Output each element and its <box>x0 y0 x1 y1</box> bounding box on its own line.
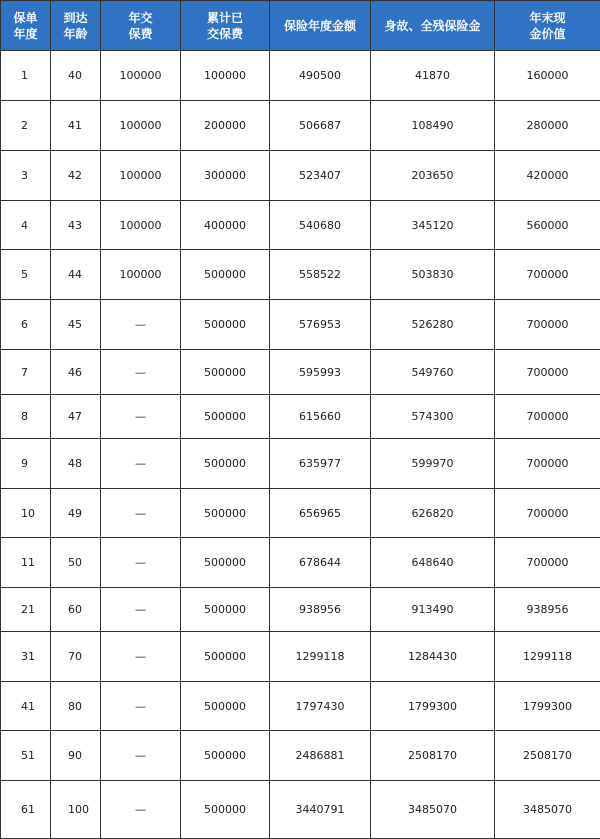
table-row <box>1 151 600 201</box>
cell-sum-insured: 656965 <box>270 489 371 538</box>
cell-annual-premium: 100000 <box>101 51 181 101</box>
header-line: 保费 <box>101 26 180 42</box>
cell-death-benefit: 648640 <box>371 538 495 588</box>
table-row <box>1 51 600 101</box>
cell-cumulative-premium: 200000 <box>181 101 270 151</box>
cell-death-benefit: 913490 <box>371 588 495 632</box>
table-row <box>1 588 600 632</box>
cell-age: 41 <box>51 101 101 151</box>
table-row <box>1 300 600 350</box>
cell-policy-year: 2 <box>1 101 51 151</box>
table-row <box>1 250 600 300</box>
header-line: 年龄 <box>51 26 100 42</box>
cell-annual-premium: — <box>101 588 181 632</box>
cell-death-benefit: 526280 <box>371 300 495 350</box>
cell-sum-insured: 490500 <box>270 51 371 101</box>
cell-policy-year: 4 <box>1 201 51 250</box>
cell-cash-value: 2508170 <box>495 731 600 781</box>
cell-death-benefit: 1284430 <box>371 632 495 682</box>
cell-age: 60 <box>51 588 101 632</box>
cell-age: 100 <box>51 781 101 839</box>
cell-death-benefit: 41870 <box>371 51 495 101</box>
table-row <box>1 781 600 839</box>
cell-cumulative-premium: 500000 <box>181 731 270 781</box>
cell-cumulative-premium: 500000 <box>181 632 270 682</box>
header-line: 保单 <box>13 11 37 25</box>
cell-cumulative-premium: 500000 <box>181 300 270 350</box>
cell-annual-premium: — <box>101 781 181 839</box>
cell-sum-insured: 2486881 <box>270 731 371 781</box>
cell-sum-insured: 595993 <box>270 350 371 395</box>
cell-cash-value: 700000 <box>495 250 600 300</box>
cell-cash-value: 700000 <box>495 300 600 350</box>
table-row <box>1 439 600 489</box>
cell-cumulative-premium: 400000 <box>181 201 270 250</box>
cell-cumulative-premium: 500000 <box>181 781 270 839</box>
cell-policy-year: 21 <box>1 588 51 632</box>
cell-death-benefit: 3485070 <box>371 781 495 839</box>
cell-annual-premium: 100000 <box>101 101 181 151</box>
cell-policy-year: 3 <box>1 151 51 201</box>
cell-cumulative-premium: 500000 <box>181 439 270 489</box>
cell-annual-premium: — <box>101 538 181 588</box>
cell-cumulative-premium: 300000 <box>181 151 270 201</box>
header-line: 到达 <box>63 11 87 25</box>
cell-annual-premium: 100000 <box>101 250 181 300</box>
cell-age: 48 <box>51 439 101 489</box>
cell-sum-insured: 523407 <box>270 151 371 201</box>
cell-cumulative-premium: 500000 <box>181 588 270 632</box>
cell-age: 45 <box>51 300 101 350</box>
cell-policy-year: 5 <box>1 250 51 300</box>
cell-policy-year: 9 <box>1 439 51 489</box>
cell-cash-value: 700000 <box>495 538 600 588</box>
cell-cumulative-premium: 500000 <box>181 395 270 439</box>
cell-sum-insured: 540680 <box>270 201 371 250</box>
header-cash-value <box>495 1 600 51</box>
cell-death-benefit: 549760 <box>371 350 495 395</box>
cell-age: 70 <box>51 632 101 682</box>
cell-policy-year: 11 <box>1 538 51 588</box>
table-row <box>1 201 600 250</box>
table-row <box>1 101 600 151</box>
header-age <box>51 1 101 51</box>
table-row <box>1 682 600 731</box>
header-death-benefit <box>371 1 495 51</box>
header-cumulative-premium <box>181 1 270 51</box>
cell-death-benefit: 599970 <box>371 439 495 489</box>
cell-cash-value: 938956 <box>495 588 600 632</box>
cell-policy-year: 1 <box>1 51 51 101</box>
header-line: 保险年度金额 <box>284 19 356 33</box>
cell-policy-year: 7 <box>1 350 51 395</box>
cell-age: 44 <box>51 250 101 300</box>
cell-death-benefit: 108490 <box>371 101 495 151</box>
cell-annual-premium: — <box>101 682 181 731</box>
cell-cash-value: 420000 <box>495 151 600 201</box>
cell-age: 50 <box>51 538 101 588</box>
header-line: 金价值 <box>495 26 600 42</box>
header-sum-insured <box>270 1 371 51</box>
cell-annual-premium: — <box>101 395 181 439</box>
cell-policy-year: 10 <box>1 489 51 538</box>
table-row <box>1 489 600 538</box>
cell-annual-premium: — <box>101 350 181 395</box>
header-annual-premium <box>101 1 181 51</box>
cell-age: 47 <box>51 395 101 439</box>
cell-sum-insured: 615660 <box>270 395 371 439</box>
cell-age: 80 <box>51 682 101 731</box>
cell-sum-insured: 938956 <box>270 588 371 632</box>
cell-sum-insured: 506687 <box>270 101 371 151</box>
cell-policy-year: 41 <box>1 682 51 731</box>
header-line: 年度 <box>1 26 50 42</box>
cell-cumulative-premium: 500000 <box>181 350 270 395</box>
cell-annual-premium: 100000 <box>101 201 181 250</box>
cell-cash-value: 280000 <box>495 101 600 151</box>
cell-sum-insured: 678644 <box>270 538 371 588</box>
header-row <box>1 1 600 51</box>
cell-cash-value: 700000 <box>495 439 600 489</box>
cell-annual-premium: — <box>101 300 181 350</box>
cell-cash-value: 1299118 <box>495 632 600 682</box>
cell-death-benefit: 345120 <box>371 201 495 250</box>
cell-annual-premium: — <box>101 632 181 682</box>
header-line: 累计已 <box>207 11 243 25</box>
cell-cash-value: 700000 <box>495 395 600 439</box>
cell-cash-value: 700000 <box>495 350 600 395</box>
cell-cash-value: 160000 <box>495 51 600 101</box>
cell-cash-value: 700000 <box>495 489 600 538</box>
cell-sum-insured: 1299118 <box>270 632 371 682</box>
cell-policy-year: 8 <box>1 395 51 439</box>
table-row <box>1 632 600 682</box>
cell-age: 49 <box>51 489 101 538</box>
cell-sum-insured: 558522 <box>270 250 371 300</box>
cell-policy-year: 51 <box>1 731 51 781</box>
cell-cumulative-premium: 500000 <box>181 682 270 731</box>
header-line: 年交 <box>128 11 152 25</box>
cell-sum-insured: 635977 <box>270 439 371 489</box>
header-line: 年末现 <box>529 11 565 25</box>
cell-cumulative-premium: 100000 <box>181 51 270 101</box>
cell-annual-premium: — <box>101 731 181 781</box>
cell-cumulative-premium: 500000 <box>181 250 270 300</box>
cell-sum-insured: 576953 <box>270 300 371 350</box>
cell-death-benefit: 1799300 <box>371 682 495 731</box>
cell-policy-year: 31 <box>1 632 51 682</box>
cell-age: 43 <box>51 201 101 250</box>
cell-cumulative-premium: 500000 <box>181 538 270 588</box>
table-row <box>1 538 600 588</box>
cell-age: 46 <box>51 350 101 395</box>
cell-annual-premium: 100000 <box>101 151 181 201</box>
cell-death-benefit: 2508170 <box>371 731 495 781</box>
table-row <box>1 395 600 439</box>
cell-age: 40 <box>51 51 101 101</box>
cell-policy-year: 6 <box>1 300 51 350</box>
cell-cash-value: 3485070 <box>495 781 600 839</box>
cell-death-benefit: 203650 <box>371 151 495 201</box>
cell-policy-year: 61 <box>1 781 51 839</box>
cell-annual-premium: — <box>101 439 181 489</box>
table-row <box>1 350 600 395</box>
header-policy-year <box>1 1 51 51</box>
header-line: 身故、全残保险金 <box>384 19 480 33</box>
cell-sum-insured: 1797430 <box>270 682 371 731</box>
cell-age: 42 <box>51 151 101 201</box>
cell-cumulative-premium: 500000 <box>181 489 270 538</box>
header-line: 交保费 <box>181 26 269 42</box>
cell-annual-premium: — <box>101 489 181 538</box>
cell-death-benefit: 626820 <box>371 489 495 538</box>
cell-death-benefit: 503830 <box>371 250 495 300</box>
cell-age: 90 <box>51 731 101 781</box>
table-row <box>1 731 600 781</box>
cell-cash-value: 1799300 <box>495 682 600 731</box>
cell-sum-insured: 3440791 <box>270 781 371 839</box>
cell-death-benefit: 574300 <box>371 395 495 439</box>
cell-cash-value: 560000 <box>495 201 600 250</box>
